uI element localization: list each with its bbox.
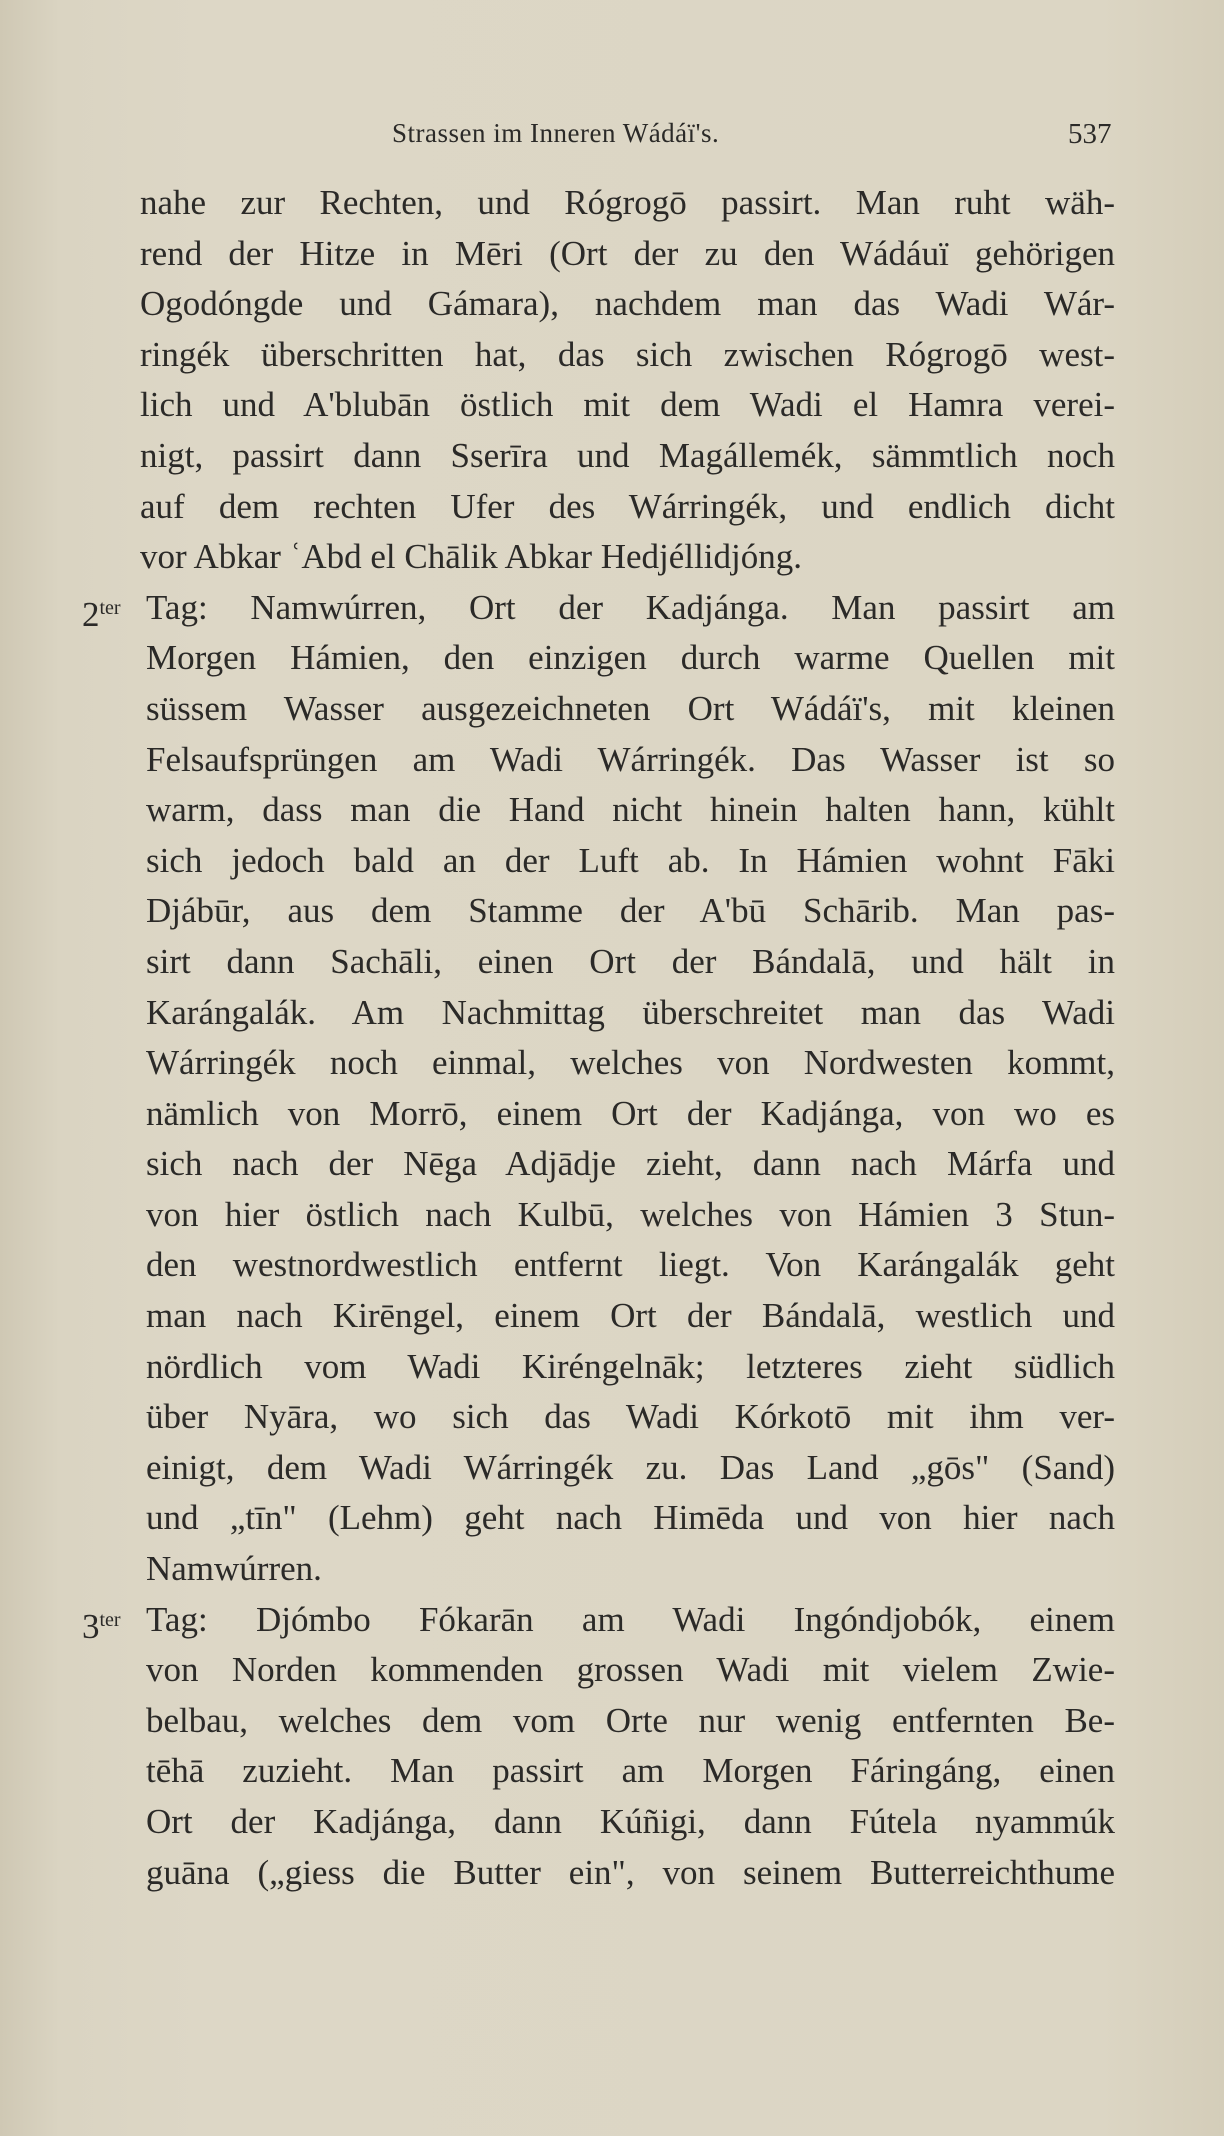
paragraph	[82, 178, 1122, 583]
line-text: Ogodóngde und Gámara), nachdem man das Wadi Wár-	[140, 284, 1115, 324]
text-line	[82, 1392, 1122, 1443]
line-text: Ort der Kadjánga, dann Kúñigi, dann Fútela nyammúk	[146, 1802, 1115, 1841]
text-line	[82, 785, 1122, 836]
text-line	[82, 583, 1122, 634]
text-line	[82, 1190, 1122, 1241]
text-line	[82, 482, 1122, 533]
line-text: Karángalák. Am Nachmittag überschreitet man das Wadi	[146, 992, 1115, 1032]
text-line	[82, 1089, 1122, 1140]
text-line	[82, 1696, 1122, 1747]
line-text: sich nach der Nēga Adjādje zieht, dann nach Márfa und	[146, 1144, 1115, 1184]
text-line	[82, 684, 1122, 735]
line-text: den westnordwestlich entfernt liegt. Von Karángalák geht	[146, 1245, 1115, 1285]
line-text: einigt, dem Wadi Wárringék zu. Das Land „gōs" (Sand)	[146, 1447, 1115, 1487]
day-suffix: ter	[99, 1608, 121, 1631]
paragraph	[82, 1595, 1122, 1899]
line-text: nahe zur Rechten, und Rógrogō passirt. Man ruht wäh-	[140, 183, 1115, 222]
line-text: sich jedoch bald an der Luft ab. In Hámien wohnt Fāki	[146, 840, 1115, 880]
page-number: 537	[1068, 118, 1112, 150]
line-text: und „tīn" (Lehm) geht nach Himēda und von hier nach	[146, 1498, 1115, 1538]
day-label	[82, 583, 121, 641]
text-line	[82, 1797, 1122, 1848]
text-line	[82, 1342, 1122, 1393]
text-line	[82, 279, 1122, 330]
text-line	[82, 178, 1122, 229]
text-line	[82, 431, 1122, 482]
line-text: Wárringék noch einmal, welches von Nordwesten kommt,	[146, 1043, 1115, 1083]
line-text: Namwúrren.	[146, 1549, 322, 1589]
line-text: süssem Wasser ausgezeichneten Ort Wádáï's, mit kleinen	[146, 688, 1115, 728]
text-line	[82, 380, 1122, 431]
text-line	[82, 886, 1122, 937]
line-text: nämlich von Morrō, einem Ort der Kadjánga, von wo es	[146, 1093, 1115, 1133]
text-line	[82, 1848, 1122, 1899]
text-line	[82, 735, 1122, 786]
text-line	[82, 1038, 1122, 1089]
line-text: vor Abkar ʿAbd el Chālik Abkar Hedjéllidjóng.	[140, 537, 802, 577]
text-line	[82, 1443, 1122, 1494]
line-text: guāna („giess die Butter ein", von seinem Butterreichthume	[146, 1852, 1115, 1892]
text-line	[82, 1645, 1122, 1696]
text-line	[82, 330, 1122, 381]
running-title: Strassen im Inneren Wádáï's.	[392, 118, 720, 148]
line-text: Djábūr, aus dem Stamme der A'bū Schārib. Man pas-	[146, 891, 1115, 931]
text-line	[82, 1595, 1122, 1646]
line-text: Felsaufsprüngen am Wadi Wárringék. Das Wasser ist so	[146, 739, 1115, 779]
line-text: von Norden kommenden grossen Wadi mit vielem Zwie-	[146, 1650, 1115, 1690]
paragraph	[82, 583, 1122, 1595]
text-line	[82, 1139, 1122, 1190]
day-number: 3	[82, 1606, 100, 1646]
page-header	[0, 112, 1224, 160]
line-text: belbau, welches dem vom Orte nur wenig entfernten Be-	[146, 1700, 1115, 1740]
line-text: nigt, passirt dann Sserīra und Magállemék, sämmtlich noch	[140, 435, 1115, 475]
line-text: Tag: Djómbo Fókarān am Wadi Ingóndjobók, einem	[146, 1599, 1115, 1639]
text-line	[82, 633, 1122, 684]
text-line	[82, 1493, 1122, 1544]
line-text: tēhā zuzieht. Man passirt am Morgen Fáringáng, einen	[146, 1751, 1115, 1791]
page-body	[82, 178, 1122, 1898]
line-text: auf dem rechten Ufer des Wárringék, und endlich dicht	[140, 486, 1115, 526]
text-line	[82, 1291, 1122, 1342]
day-label	[82, 1595, 121, 1653]
text-line	[82, 532, 1122, 583]
text-line	[82, 1746, 1122, 1797]
line-text: ringék überschritten hat, das sich zwischen Rógrogō west-	[140, 334, 1115, 374]
text-line	[82, 988, 1122, 1039]
line-text: über Nyāra, wo sich das Wadi Kórkotō mit ihm ver-	[146, 1397, 1115, 1437]
day-number: 2	[82, 594, 100, 634]
line-text: man nach Kirēngel, einem Ort der Bándalā, westlich und	[146, 1296, 1115, 1336]
text-line	[82, 836, 1122, 887]
line-text: lich und A'blubān östlich mit dem Wadi el Hamra verei-	[140, 385, 1115, 425]
line-text: rend der Hitze in Mēri (Ort der zu den Wádáuï gehörigen	[140, 233, 1115, 273]
line-text: warm, dass man die Hand nicht hinein halten hann, kühlt	[146, 790, 1115, 830]
line-text: nördlich vom Wadi Kiréngelnāk; letzteres zieht südlich	[146, 1346, 1115, 1386]
text-line	[82, 229, 1122, 280]
line-text: Tag: Namwúrren, Ort der Kadjánga. Man passirt am	[146, 587, 1115, 627]
day-suffix: ter	[99, 596, 121, 619]
line-text: sirt dann Sachāli, einen Ort der Bándalā, und hält in	[146, 941, 1115, 981]
line-text: von hier östlich nach Kulbū, welches von Hámien 3 Stun-	[146, 1194, 1115, 1234]
text-line	[82, 937, 1122, 988]
line-text: Morgen Hámien, den einzigen durch warme Quellen mit	[146, 638, 1115, 678]
text-line	[82, 1240, 1122, 1291]
text-line	[82, 1544, 1122, 1595]
